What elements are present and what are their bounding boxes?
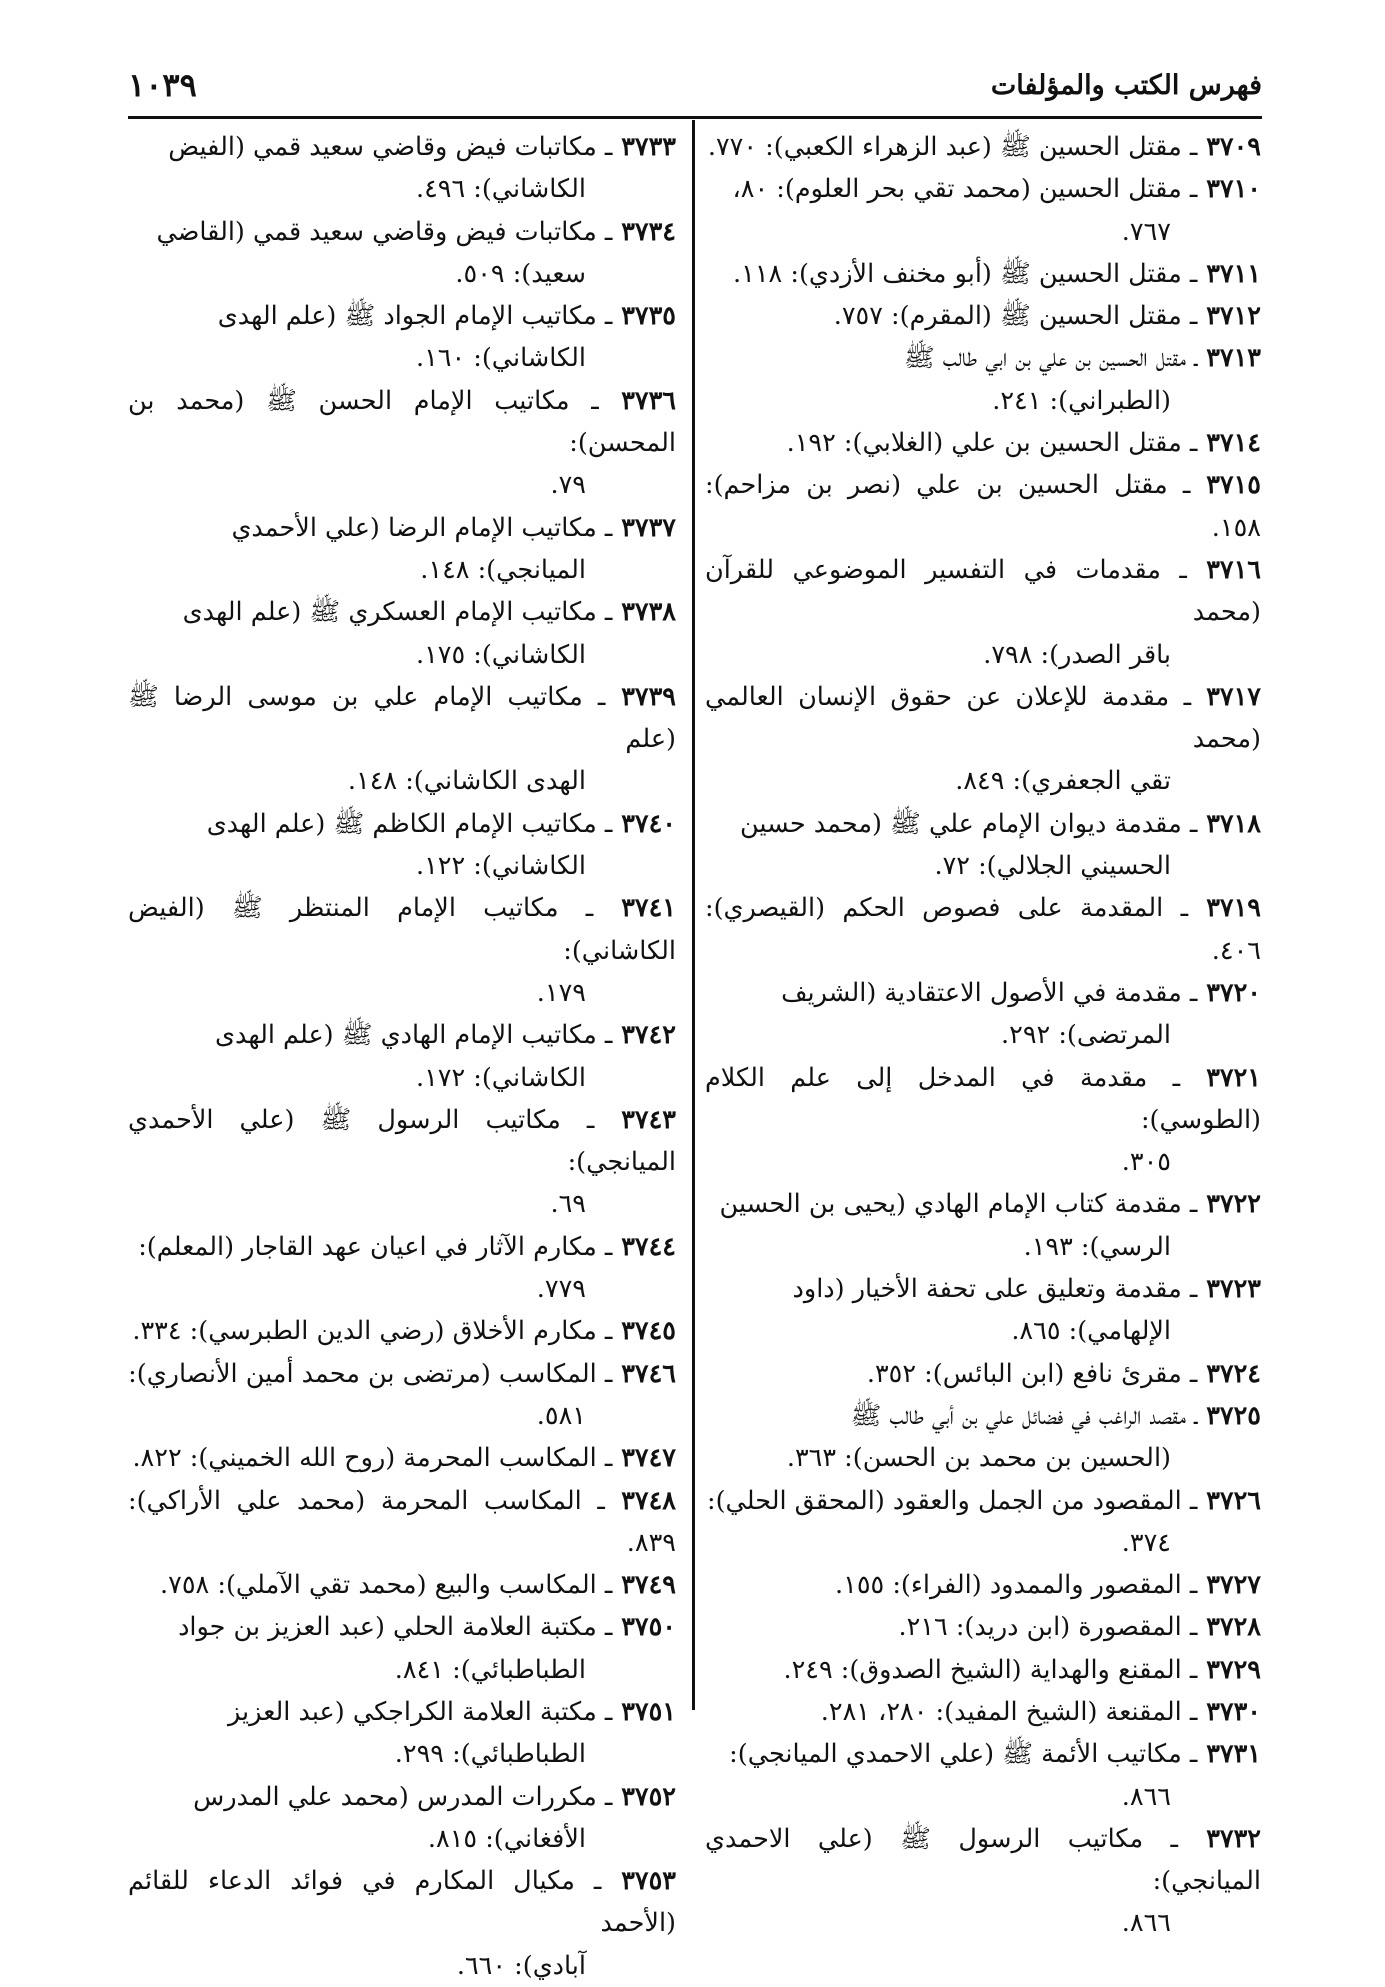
- entry-number: ٣٧٢٢: [1197, 1189, 1261, 1220]
- index-entry: [128, 1310, 676, 1352]
- index-entry: [705, 1480, 1261, 1565]
- entry-text: ـ مكاتيب الأئمة ﷺ (علي الاحمدي الميانجي):: [729, 1739, 1198, 1770]
- running-title: فهرس الكتب والمؤلفات: [990, 70, 1262, 101]
- entry-number: ٣٧١٤: [1197, 428, 1261, 459]
- index-entry: [128, 1776, 676, 1861]
- entry-number: ٣٧٤٨: [604, 1485, 676, 1516]
- index-entry: [128, 1437, 676, 1479]
- index-entry: [705, 1691, 1261, 1733]
- entry-continuation: ٣٠٥.: [1121, 1147, 1171, 1178]
- index-entry: [705, 253, 1261, 295]
- entry-continuation: باقر الصدر): ٧٩٨.: [983, 639, 1171, 670]
- entry-text: ـ المقصور والممدود (الفراء): ١٥٥.: [835, 1570, 1198, 1601]
- entry-number: ٣٧١٦: [1186, 554, 1261, 585]
- entry-text: ـ مكيال المكارم في فوائد الدعاء للقائم (الأحمد: [128, 1866, 676, 1939]
- entry-number: ٣٧١٢: [1197, 301, 1261, 332]
- entry-text: ـ مقدمة كتاب الإمام الهادي (يحيى بن الحسين: [719, 1189, 1198, 1220]
- entry-text: ـ مكاتيب الإمام العسكري ﷺ (علم الهدى: [182, 597, 613, 628]
- entry-text: ـ مقتل الحسين ﷺ (أبو مخنف الأزدي): ١١٨.: [733, 258, 1198, 289]
- index-entry: [705, 337, 1261, 422]
- entry-number: ٣٧٢٠: [1197, 977, 1261, 1008]
- entry-number: ٣٧٣٦: [598, 385, 676, 416]
- index-entry: [128, 211, 676, 296]
- entry-text: ـ مكاتيب الرسول ﷺ (علي الأحمدي الميانجي):: [128, 1104, 676, 1178]
- entry-text: ـ مقتل الحسين ﷺ (عبد الزهراء الكعبي): ٧٧٠.: [707, 132, 1198, 162]
- entry-number: ٣٧٣٨: [612, 597, 676, 628]
- entry-continuation: سعيد): ٥٠٩.: [455, 258, 586, 289]
- entry-text: ـ مكاتيب الإمام الجواد ﷺ (علم الهدى: [217, 301, 613, 332]
- entry-continuation: آبادي): ٦٦٠.: [456, 1950, 586, 1981]
- index-entry: [705, 1268, 1261, 1353]
- entry-number: ٣٧٢١: [1180, 1062, 1261, 1093]
- index-entry: [705, 464, 1261, 549]
- index-entry: [705, 676, 1261, 803]
- index-entry: [705, 1057, 1261, 1184]
- index-entry: [705, 1564, 1261, 1606]
- entry-text: ـ المكاسب المحرمة (محمد علي الأراكي): ٨٣٩.: [128, 1485, 676, 1558]
- entry-number: ٣٧٢٥: [1197, 1400, 1261, 1431]
- index-entry: [128, 1691, 676, 1776]
- entry-text: ـ مكررات المدرس (محمد علي المدرس: [193, 1781, 613, 1812]
- entry-text: ـ مقدمات في التفسير الموضوعي للقرآن (محمد: [705, 554, 1261, 628]
- entry-continuation: الطباطبائي): ٢٩٩.: [394, 1739, 586, 1770]
- index-entry: [705, 1733, 1261, 1818]
- entry-text: ـ مقدمة في المدخل إلى علم الكلام (الطوسي):: [705, 1062, 1261, 1135]
- entry-continuation: ٦٩.: [550, 1189, 586, 1220]
- index-entry: [128, 1606, 676, 1691]
- entry-number: ٣٧١٩: [1188, 893, 1261, 924]
- entry-text: ـ مكتبة العلامة الكراجكي (عبد العزيز: [227, 1696, 613, 1727]
- entry-number: ٣٧١٥: [1190, 470, 1261, 501]
- entry-continuation: الكاشاني): ١٦٠.: [415, 343, 586, 374]
- entry-number: ٣٧٤٤: [612, 1231, 676, 1262]
- index-entry: [705, 126, 1261, 168]
- entry-text: ـ مكارم الأخلاق (رضي الدين الطبرسي): ٣٣٤.: [132, 1316, 613, 1347]
- entry-number: ٣٧٢٧: [1197, 1570, 1261, 1601]
- entry-continuation: (الطبراني): ٢٤١.: [992, 385, 1171, 416]
- entry-number: ٣٧٥٠: [612, 1612, 676, 1643]
- index-entry: [705, 803, 1261, 888]
- entry-continuation: الإلهامي): ٨٦٥.: [1011, 1316, 1171, 1347]
- entry-number: ٣٧٢٦: [1197, 1485, 1261, 1516]
- entry-text: ـ المقصود من الجمل والعقود (المحقق الحلي):: [707, 1485, 1198, 1516]
- entry-continuation: ٧٦٧.: [1121, 216, 1171, 247]
- entry-number: ٣٧٤٠: [612, 808, 676, 839]
- index-entry: [128, 1226, 676, 1311]
- entry-text: ـ المكاسب المحرمة (روح الله الخميني): ٨٢٢.: [132, 1443, 613, 1474]
- entry-continuation: ٧٧٩.: [536, 1274, 586, 1305]
- entry-text: ـ مقتل الحسين (محمد تقي بحر العلوم): ٨٠،: [732, 174, 1198, 205]
- index-column-left: [128, 126, 676, 1987]
- entry-number: ٣٧١٨: [1197, 808, 1261, 839]
- entry-number: ٣٧٣٧: [612, 512, 676, 543]
- entry-text: ـ مكاتبات فيض وقاضي سعيد قمي (القاضي: [156, 216, 613, 247]
- entry-number: ٣٧٤٢: [612, 1020, 676, 1051]
- entry-text: ـ مكاتيب الإمام المنتظر ﷺ (الفيض الكاشاني):: [128, 893, 676, 966]
- entry-continuation: ٥٨١.: [536, 1400, 586, 1431]
- index-entry: [128, 676, 676, 803]
- index-entry: [705, 295, 1261, 337]
- entry-number: ٣٧٣٢: [1178, 1823, 1261, 1854]
- entry-continuation: ٣٧٤.: [1121, 1527, 1171, 1558]
- entry-text: ـ مكاتيب الإمام الكاظم ﷺ (علم الهدى: [206, 808, 613, 839]
- entry-number: ٣٧٢٣: [1197, 1274, 1261, 1305]
- index-entry: [705, 168, 1261, 253]
- entry-number: ٣٧٤٥: [612, 1316, 676, 1347]
- entry-text: ـ مكاتبات فيض وقاضي سعيد قمي (الفيض: [168, 132, 613, 162]
- entry-number: ٣٧٢٤: [1197, 1358, 1261, 1389]
- index-entry: [128, 507, 676, 592]
- entry-continuation: الرسي): ١٩٣.: [1023, 1231, 1171, 1262]
- entry-text: ـ مكاتيب الرسول ﷺ (علي الاحمدي الميانجي):: [705, 1823, 1261, 1897]
- entry-text: ـ مكاتيب الإمام الرضا (علي الأحمدي: [231, 512, 613, 543]
- entry-text: ـ مقدمة في الأصول الاعتقادية (الشريف: [781, 977, 1198, 1008]
- entry-text: ـ مقتل الحسين بن علي (نصر بن مزاحم): ١٥٨.: [705, 470, 1261, 543]
- entry-number: ٣٧١٧: [1191, 681, 1261, 712]
- entry-text: ـ مقتل الحسين ﷺ (المقرم): ٧٥٧.: [833, 301, 1198, 332]
- entry-continuation: الميانجي): ١٤٨.: [420, 554, 586, 585]
- entry-continuation: المرتضى): ٢٩٢.: [1001, 1020, 1171, 1051]
- entry-continuation: الكاشاني): ١٧٢.: [415, 1062, 586, 1093]
- entry-continuation: الحسيني الجلالي): ٧٢.: [934, 851, 1171, 882]
- page-header: [128, 64, 1262, 119]
- index-entry: [128, 1564, 676, 1606]
- index-entry: [705, 887, 1261, 972]
- entry-number: ٣٧٥٣: [601, 1866, 676, 1897]
- entry-continuation: الكاشاني): ١٧٥.: [415, 639, 586, 670]
- entry-number: ٣٧٣٠: [1197, 1696, 1261, 1727]
- entry-continuation: الهدى الكاشاني): ١٤٨.: [347, 766, 586, 797]
- entry-number: ٣٧١٠: [1197, 174, 1261, 205]
- column-divider: [692, 120, 695, 1710]
- entry-number: ٣٧٤٩: [612, 1570, 676, 1601]
- entry-continuation: ٧٩.: [550, 470, 586, 501]
- entry-number: ٣٧٣٩: [605, 681, 676, 712]
- entry-text: ـ مكاتيب الإمام الحسن ﷺ (محمد بن المحسن):: [128, 385, 676, 459]
- index-entry: [128, 295, 676, 380]
- entry-text: ـ المقصورة (ابن دريد): ٢١٦.: [898, 1612, 1198, 1643]
- entry-text: ـ مقتل الحسين بن علي بن ابي طالب ﷺ: [903, 343, 1198, 374]
- entry-number: ٣٧٤٣: [594, 1104, 676, 1135]
- entry-text: ـ المقنع والهداية (الشيخ الصدوق): ٢٤٩.: [783, 1654, 1198, 1685]
- index-entry: [705, 1183, 1261, 1268]
- entry-continuation: ٨٦٦.: [1121, 1908, 1171, 1939]
- entry-number: ٣٧٣٤: [612, 216, 676, 247]
- index-entry: [128, 887, 676, 1014]
- index-entry: [705, 1353, 1261, 1395]
- index-entry: [128, 1353, 676, 1438]
- index-entry: [128, 126, 676, 211]
- index-column-right: [705, 126, 1261, 1945]
- index-entry: [128, 1860, 676, 1987]
- entry-continuation: الأفغاني): ٨١٥.: [427, 1823, 586, 1854]
- entry-number: ٣٧٥٢: [612, 1781, 676, 1812]
- entry-number: ٣٧٠٩: [1197, 132, 1261, 162]
- entry-continuation: الطباطبائي): ٨٤١.: [394, 1654, 586, 1685]
- entry-number: ٣٧١١: [1197, 258, 1261, 289]
- entry-text: ـ مقتل الحسين بن علي (الغلابي): ١٩٢.: [786, 428, 1198, 459]
- entry-text: ـ مكاتيب الإمام الهادي ﷺ (علم الهدى: [214, 1020, 613, 1051]
- index-entry: [705, 1818, 1261, 1945]
- entry-number: ٣٧٤٦: [612, 1358, 676, 1389]
- entry-number: ٣٧٣٣: [612, 132, 676, 162]
- entry-text: ـ مكاتيب الإمام علي بن موسى الرضا ﷺ (علم: [128, 681, 676, 755]
- entry-number: ٣٧٣١: [1197, 1739, 1261, 1770]
- entry-text: ـ المكاسب (مرتضى بن محمد أمين الأنصاري):: [128, 1358, 613, 1389]
- entry-continuation: ١٧٩.: [536, 977, 586, 1008]
- entry-text: ـ مقدمة للإعلان عن حقوق الإنسان العالمي (محمد: [705, 681, 1261, 755]
- index-entry: [705, 972, 1261, 1057]
- index-entry: [128, 1014, 676, 1099]
- index-entry: [705, 549, 1261, 676]
- entry-number: ٣٧٤٧: [612, 1443, 676, 1474]
- index-entry: [705, 422, 1261, 464]
- index-entry: [705, 1606, 1261, 1648]
- index-entry: [128, 591, 676, 676]
- entry-text: ـ مقصد الراغب في فضائل علي بن أبي طالب ﷺ: [850, 1400, 1198, 1431]
- entry-continuation: (الحسين بن محمد بن الحسن): ٣٦٣.: [786, 1443, 1171, 1474]
- entry-number: ٣٧٢٨: [1197, 1612, 1261, 1643]
- page-number: ١٠٣٩: [128, 66, 197, 104]
- entry-text: ـ مقرئ نافع (ابن البائس): ٣٥٢.: [866, 1358, 1198, 1389]
- index-entry: [705, 1649, 1261, 1691]
- index-entry: [128, 380, 676, 507]
- entry-text: ـ مكتبة العلامة الحلي (عبد العزيز بن جواد: [178, 1612, 613, 1643]
- index-entry: [128, 1099, 676, 1226]
- entry-number: ٣٧٢٩: [1197, 1654, 1261, 1685]
- entry-continuation: الكاشاني): ١٢٢.: [415, 851, 586, 882]
- entry-number: ٣٧٣٥: [612, 301, 676, 332]
- entry-text: ـ مكارم الآثار في اعيان عهد القاجار (المعلم):: [138, 1231, 613, 1262]
- index-entry: [128, 1480, 676, 1565]
- entry-text: ـ المقدمة على فصوص الحكم (القيصري): ٤٠٦.: [705, 893, 1261, 966]
- entry-number: ٣٧١٣: [1197, 343, 1261, 374]
- entry-text: ـ مقدمة وتعليق على تحفة الأخيار (داود: [792, 1274, 1198, 1305]
- entry-continuation: الكاشاني): ٤٩٦.: [415, 174, 586, 205]
- entry-text: ـ مقدمة ديوان الإمام علي ﷺ (محمد حسين: [740, 808, 1198, 839]
- index-entry: [128, 803, 676, 888]
- entry-continuation: ٨٦٦.: [1121, 1781, 1171, 1812]
- entry-continuation: تقي الجعفري): ٨٤٩.: [955, 766, 1171, 797]
- entry-text: ـ المكاسب والبيع (محمد تقي الآملي): ٧٥٨.: [160, 1570, 613, 1601]
- entry-number: ٣٧٥١: [612, 1696, 676, 1727]
- index-entry: [705, 1395, 1261, 1480]
- entry-number: ٣٧٤١: [593, 893, 676, 924]
- entry-text: ـ المقنعة (الشيخ المفيد): ٢٨٠، ٢٨١.: [820, 1696, 1198, 1727]
